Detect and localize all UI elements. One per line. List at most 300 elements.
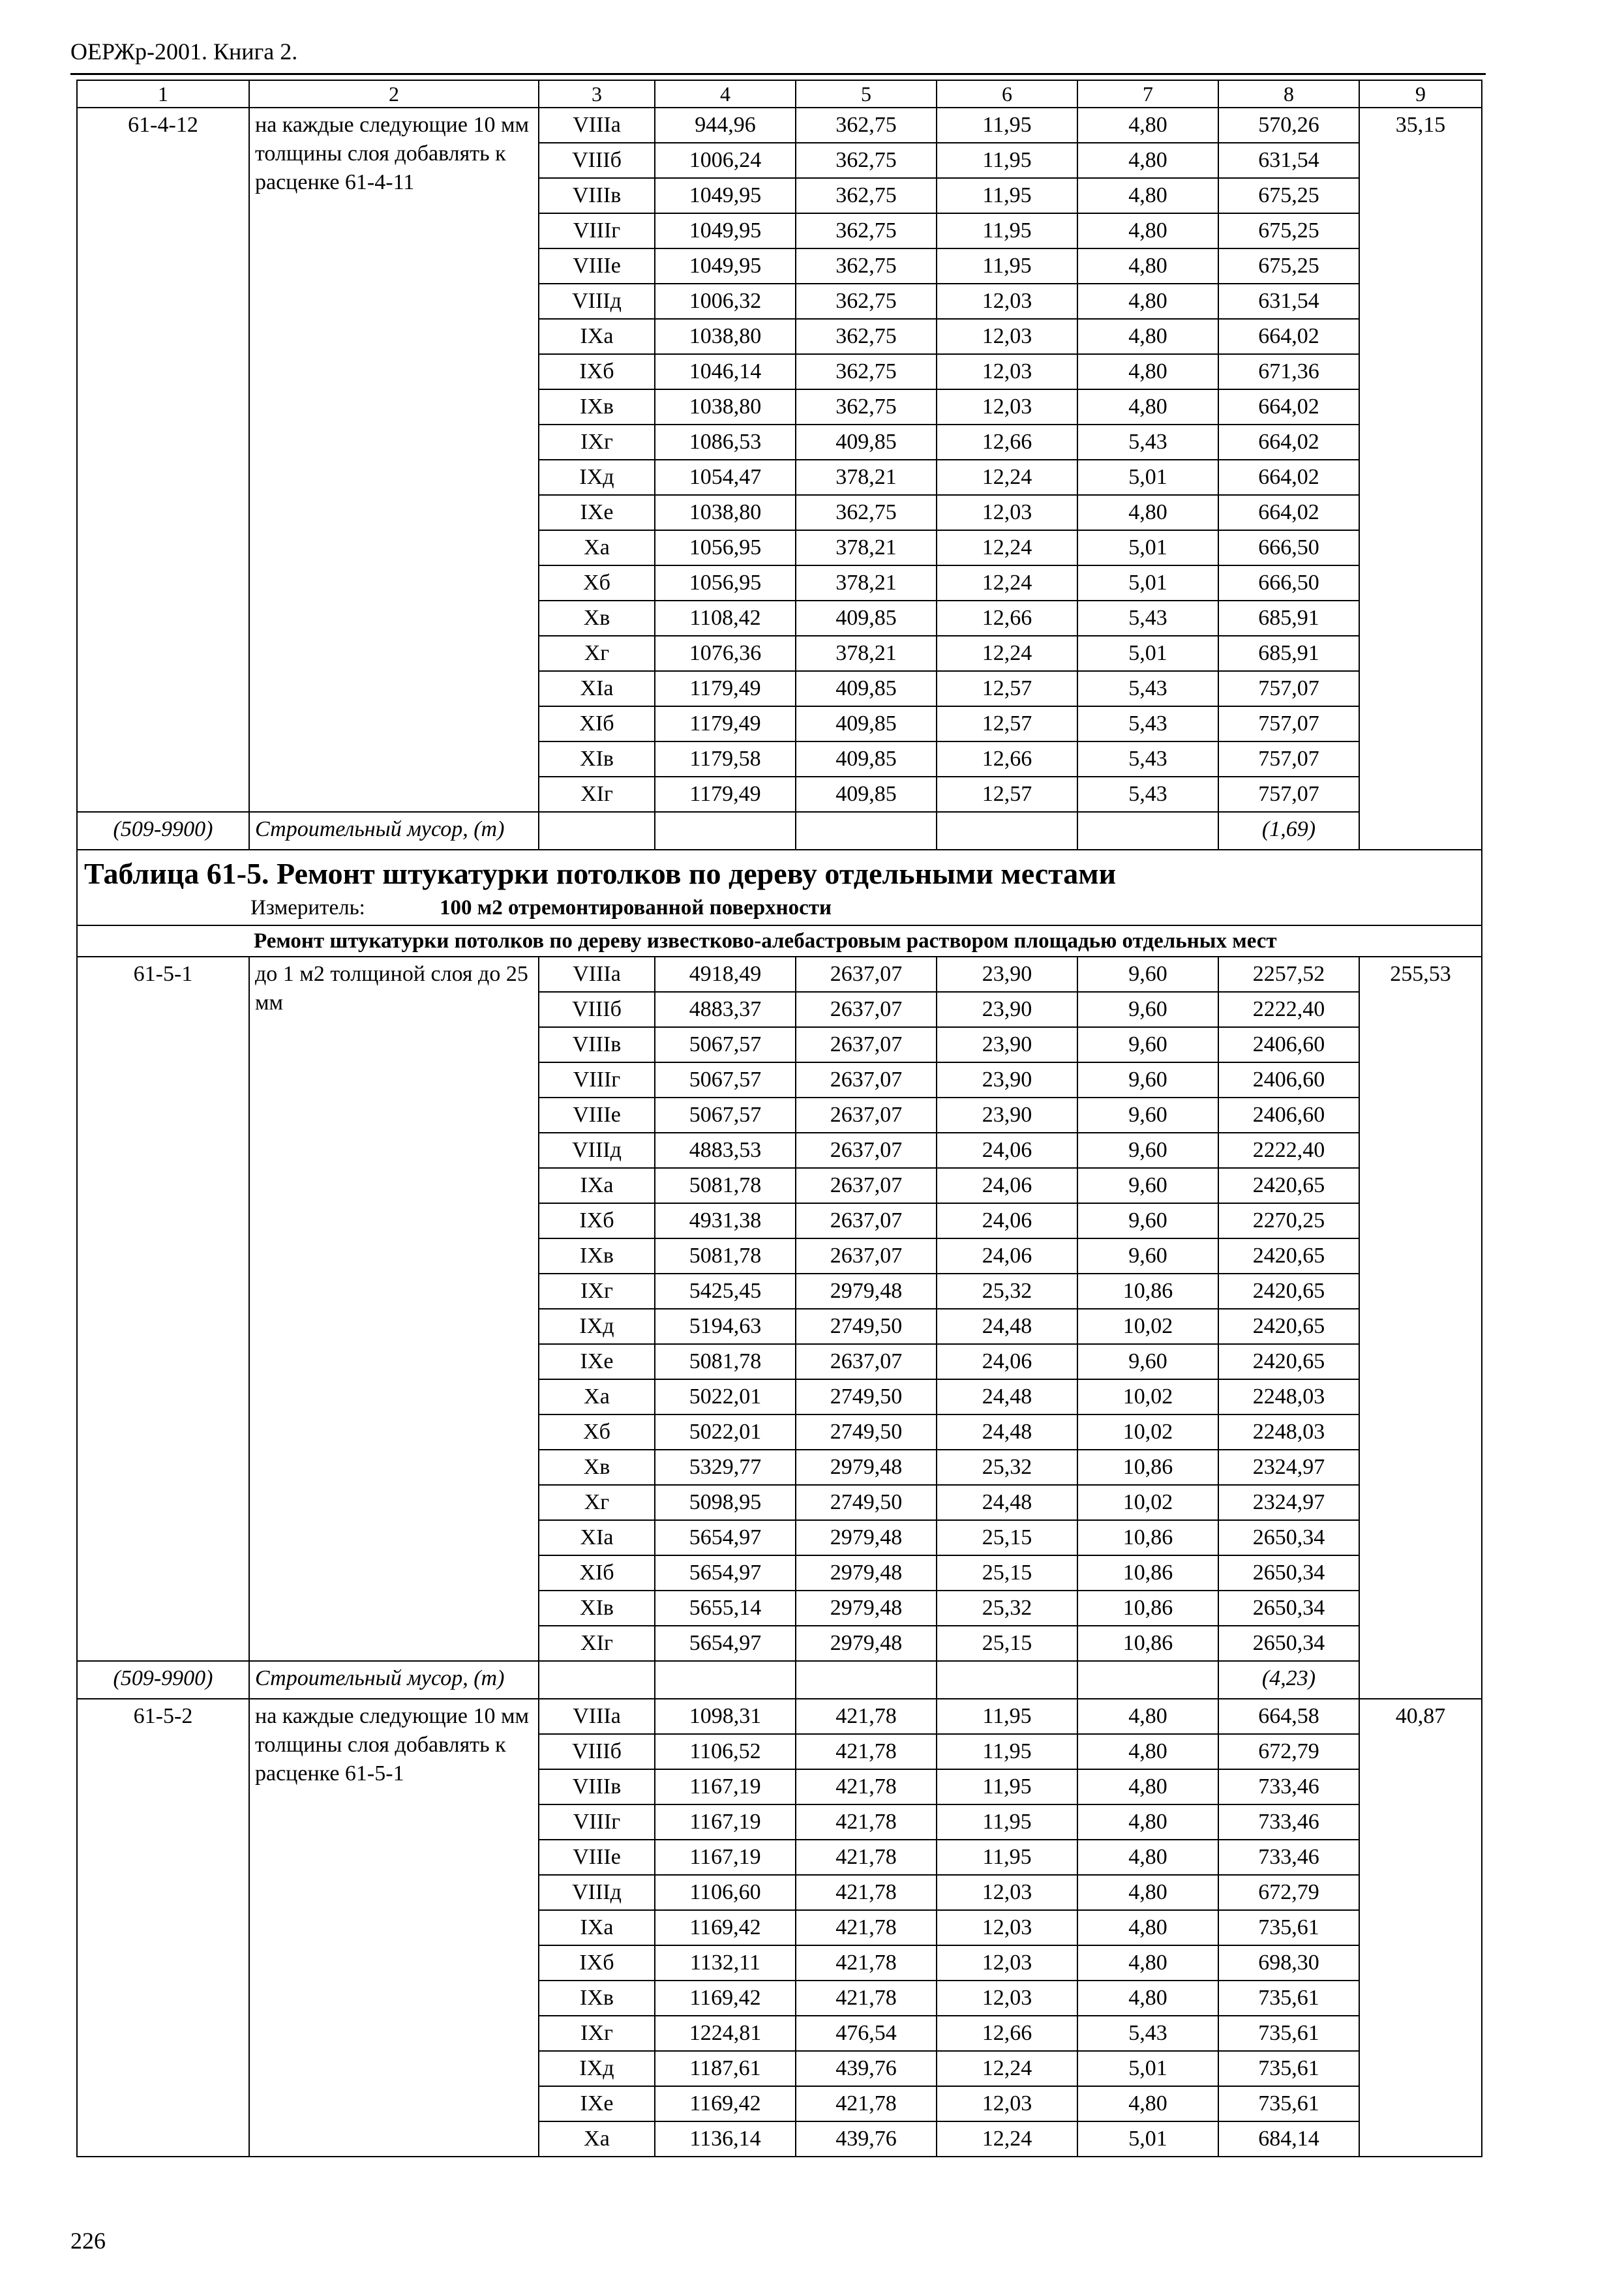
cost-value: 2420,65: [1218, 1344, 1359, 1379]
cost-value: 11,95: [937, 1699, 1077, 1734]
cost-value: 735,61: [1218, 1981, 1359, 2016]
cost-value: 2650,34: [1218, 1626, 1359, 1661]
zone-code: IXб: [539, 354, 655, 389]
cost-value: 24,06: [937, 1238, 1077, 1274]
zone-code: VIIIе: [539, 248, 655, 284]
cost-value: 757,07: [1218, 777, 1359, 812]
zone-code: VIIIв: [539, 1769, 655, 1804]
cost-value: 362,75: [796, 319, 937, 354]
cost-value: 4931,38: [655, 1203, 796, 1238]
cost-value: 24,06: [937, 1133, 1077, 1168]
cost-value: 11,95: [937, 108, 1077, 143]
cost-value: 4883,37: [655, 992, 796, 1027]
cost-value: 1179,49: [655, 706, 796, 741]
cost-value: 1106,52: [655, 1734, 796, 1769]
column-header: 7: [1077, 80, 1218, 108]
labor-cost: 255,53: [1359, 957, 1482, 1699]
cost-value: 362,75: [796, 248, 937, 284]
cost-value: 12,57: [937, 777, 1077, 812]
cost-value: 675,25: [1218, 213, 1359, 248]
cost-value: 421,78: [796, 1945, 937, 1981]
cost-value: 362,75: [796, 178, 937, 213]
zone-code: VIIIб: [539, 992, 655, 1027]
zone-code: IXг: [539, 2016, 655, 2051]
cost-value: 1049,95: [655, 178, 796, 213]
cost-value: 9,60: [1077, 1027, 1218, 1062]
zone-code: IXв: [539, 1981, 655, 2016]
cost-value: 25,32: [937, 1450, 1077, 1485]
cost-value: 12,03: [937, 284, 1077, 319]
cost-value: 733,46: [1218, 1769, 1359, 1804]
zone-code: XIб: [539, 1555, 655, 1591]
cost-value: 672,79: [1218, 1875, 1359, 1910]
cost-value: 570,26: [1218, 108, 1359, 143]
cost-value: 2637,07: [796, 992, 937, 1027]
cost-value: 2248,03: [1218, 1379, 1359, 1414]
zone-code: VIIIв: [539, 178, 655, 213]
column-header: 5: [796, 80, 937, 108]
cost-value: 2979,48: [796, 1450, 937, 1485]
cost-value: 675,25: [1218, 178, 1359, 213]
zone-code: Xа: [539, 1379, 655, 1414]
cost-value: 439,76: [796, 2051, 937, 2086]
cost-value: 12,03: [937, 1981, 1077, 2016]
cost-value: 10,02: [1077, 1414, 1218, 1450]
cost-value: 1006,24: [655, 143, 796, 178]
column-header: 3: [539, 80, 655, 108]
cost-value: 698,30: [1218, 1945, 1359, 1981]
cost-value: 1098,31: [655, 1699, 796, 1734]
cost-value: 10,02: [1077, 1309, 1218, 1344]
zone-code: IXб: [539, 1203, 655, 1238]
cost-value: 4918,49: [655, 957, 796, 992]
debris-label: Строительный мусор, (т): [249, 1661, 539, 1699]
cost-value: 23,90: [937, 1098, 1077, 1133]
debris-row: [77, 812, 1482, 850]
cost-value: 421,78: [796, 1910, 937, 1945]
cost-value: 12,24: [937, 530, 1077, 565]
cost-value: 2749,50: [796, 1309, 937, 1344]
cost-value: 362,75: [796, 389, 937, 425]
cost-value: 23,90: [937, 1027, 1077, 1062]
zone-code: IXд: [539, 460, 655, 495]
cost-value: 2420,65: [1218, 1274, 1359, 1309]
cost-value: 2406,60: [1218, 1062, 1359, 1098]
cost-value: 735,61: [1218, 2051, 1359, 2086]
cost-value: 1046,14: [655, 354, 796, 389]
cost-value: 378,21: [796, 636, 937, 671]
zone-code: XIа: [539, 671, 655, 706]
cost-value: 12,24: [937, 460, 1077, 495]
cost-value: 421,78: [796, 1699, 937, 1734]
debris-row: [77, 1661, 1482, 1699]
cost-value: 5,43: [1077, 601, 1218, 636]
debris-empty: [1077, 812, 1218, 850]
cost-value: 5022,01: [655, 1414, 796, 1450]
cost-value: 2222,40: [1218, 1133, 1359, 1168]
cost-value: 5098,95: [655, 1485, 796, 1520]
cost-value: 2749,50: [796, 1485, 937, 1520]
cost-value: 2979,48: [796, 1626, 937, 1661]
cost-value: 4,80: [1077, 178, 1218, 213]
cost-value: 24,48: [937, 1485, 1077, 1520]
cost-value: 4,80: [1077, 389, 1218, 425]
cost-value: 2406,60: [1218, 1098, 1359, 1133]
cost-value: 362,75: [796, 108, 937, 143]
cost-value: 12,24: [937, 565, 1077, 601]
cost-value: 735,61: [1218, 2016, 1359, 2051]
cost-value: 4,80: [1077, 284, 1218, 319]
cost-value: 11,95: [937, 178, 1077, 213]
section-subheading: Ремонт штукатурки потолков по дереву известково-алебастровым раствором площадью отдельных мест: [77, 925, 1482, 957]
zone-code: XIв: [539, 1591, 655, 1626]
zone-code: Xб: [539, 1414, 655, 1450]
cost-value: 2257,52: [1218, 957, 1359, 992]
zone-code: VIIIг: [539, 1062, 655, 1098]
cost-value: 2637,07: [796, 1133, 937, 1168]
debris-empty: [1077, 1661, 1218, 1699]
cost-value: 421,78: [796, 1804, 937, 1840]
cost-value: 5081,78: [655, 1238, 796, 1274]
cost-value: 944,96: [655, 108, 796, 143]
cost-value: 362,75: [796, 284, 937, 319]
cost-value: 11,95: [937, 1769, 1077, 1804]
cost-value: 409,85: [796, 425, 937, 460]
cost-value: 362,75: [796, 143, 937, 178]
rate-code: 61-5-1: [77, 957, 249, 1661]
zone-code: IXе: [539, 495, 655, 530]
zone-code: VIIIг: [539, 1804, 655, 1840]
cost-value: 12,03: [937, 354, 1077, 389]
cost-value: 2406,60: [1218, 1027, 1359, 1062]
cost-value: 12,03: [937, 389, 1077, 425]
cost-value: 5329,77: [655, 1450, 796, 1485]
cost-value: 24,48: [937, 1379, 1077, 1414]
cost-value: 666,50: [1218, 565, 1359, 601]
cost-value: 2637,07: [796, 1203, 937, 1238]
cost-value: 4,80: [1077, 108, 1218, 143]
cost-value: 421,78: [796, 1840, 937, 1875]
rate-description: на каждые следующие 10 мм толщины слоя добавлять к расценке 61-5-1: [249, 1699, 539, 2157]
cost-value: 733,46: [1218, 1804, 1359, 1840]
rates-table: [76, 80, 1482, 2157]
cost-value: 12,03: [937, 1910, 1077, 1945]
cost-value: 10,86: [1077, 1520, 1218, 1555]
cost-value: 9,60: [1077, 1344, 1218, 1379]
cost-value: 5,43: [1077, 741, 1218, 777]
cost-value: 2637,07: [796, 1098, 937, 1133]
cost-value: 5,43: [1077, 777, 1218, 812]
debris-code: (509-9900): [77, 812, 249, 850]
zone-code: IXв: [539, 389, 655, 425]
cost-value: 733,46: [1218, 1840, 1359, 1875]
cost-value: 1038,80: [655, 319, 796, 354]
debris-empty: [539, 1661, 655, 1699]
cost-value: 757,07: [1218, 671, 1359, 706]
cost-value: 2979,48: [796, 1520, 937, 1555]
cost-value: 2749,50: [796, 1414, 937, 1450]
cost-value: 25,32: [937, 1274, 1077, 1309]
cost-value: 2650,34: [1218, 1591, 1359, 1626]
cost-value: 5067,57: [655, 1027, 796, 1062]
cost-value: 664,02: [1218, 495, 1359, 530]
cost-value: 4883,53: [655, 1133, 796, 1168]
cost-value: 24,06: [937, 1344, 1077, 1379]
zone-code: IXа: [539, 319, 655, 354]
debris-empty: [796, 1661, 937, 1699]
cost-value: 664,02: [1218, 460, 1359, 495]
cost-value: 735,61: [1218, 1910, 1359, 1945]
cost-value: 4,80: [1077, 1804, 1218, 1840]
cost-value: 24,48: [937, 1414, 1077, 1450]
zone-code: VIIIв: [539, 1027, 655, 1062]
cost-value: 4,80: [1077, 354, 1218, 389]
labor-cost: 40,87: [1359, 1699, 1482, 2157]
cost-value: 5,43: [1077, 425, 1218, 460]
cost-value: 10,02: [1077, 1379, 1218, 1414]
cost-value: 476,54: [796, 2016, 937, 2051]
debris-empty: [937, 1661, 1077, 1699]
cost-value: 4,80: [1077, 143, 1218, 178]
cost-value: 5655,14: [655, 1591, 796, 1626]
cost-value: 24,06: [937, 1168, 1077, 1203]
cost-value: 12,66: [937, 741, 1077, 777]
zone-code: XIг: [539, 777, 655, 812]
cost-value: 1049,95: [655, 213, 796, 248]
cost-value: 4,80: [1077, 1769, 1218, 1804]
cost-value: 2637,07: [796, 1062, 937, 1098]
cost-value: 1006,32: [655, 284, 796, 319]
cost-value: 685,91: [1218, 636, 1359, 671]
zone-code: VIIIе: [539, 1098, 655, 1133]
column-header: 2: [249, 80, 539, 108]
cost-value: 25,15: [937, 1555, 1077, 1591]
zone-code: Xа: [539, 530, 655, 565]
cost-value: 421,78: [796, 1769, 937, 1804]
cost-value: 2637,07: [796, 1344, 937, 1379]
cost-value: 5654,97: [655, 1626, 796, 1661]
cost-value: 1179,58: [655, 741, 796, 777]
cost-value: 23,90: [937, 992, 1077, 1027]
zone-code: VIIIб: [539, 143, 655, 178]
cost-value: 1086,53: [655, 425, 796, 460]
cost-value: 2420,65: [1218, 1238, 1359, 1274]
cost-value: 9,60: [1077, 1203, 1218, 1238]
cost-value: 12,03: [937, 495, 1077, 530]
cost-value: 4,80: [1077, 319, 1218, 354]
cost-value: 757,07: [1218, 706, 1359, 741]
cost-value: 2248,03: [1218, 1414, 1359, 1450]
cost-value: 2637,07: [796, 1027, 937, 1062]
cost-value: 1167,19: [655, 1840, 796, 1875]
table-row: [77, 108, 1482, 143]
cost-value: 5067,57: [655, 1062, 796, 1098]
zone-code: Xв: [539, 601, 655, 636]
cost-value: 4,80: [1077, 1699, 1218, 1734]
cost-value: 378,21: [796, 565, 937, 601]
cost-value: 685,91: [1218, 601, 1359, 636]
cost-value: 12,03: [937, 1945, 1077, 1981]
cost-value: 4,80: [1077, 1875, 1218, 1910]
zone-code: VIIIд: [539, 1875, 655, 1910]
cost-value: 25,15: [937, 1520, 1077, 1555]
zone-code: Xв: [539, 1450, 655, 1485]
cost-value: 12,24: [937, 636, 1077, 671]
cost-value: 4,80: [1077, 495, 1218, 530]
debris-value: (1,69): [1218, 812, 1359, 850]
cost-value: 2637,07: [796, 1168, 937, 1203]
cost-value: 1049,95: [655, 248, 796, 284]
zone-code: XIа: [539, 1520, 655, 1555]
cost-value: 439,76: [796, 2121, 937, 2157]
table-row: [77, 1699, 1482, 1734]
cost-value: 2637,07: [796, 957, 937, 992]
zone-code: IXг: [539, 1274, 655, 1309]
cost-value: 12,24: [937, 2121, 1077, 2157]
cost-value: 2749,50: [796, 1379, 937, 1414]
subheading-row: [77, 925, 1482, 957]
cost-value: 1169,42: [655, 1981, 796, 2016]
cost-value: 5,43: [1077, 2016, 1218, 2051]
cost-value: 9,60: [1077, 992, 1218, 1027]
cost-value: 4,80: [1077, 1910, 1218, 1945]
cost-value: 5654,97: [655, 1520, 796, 1555]
cost-value: 23,90: [937, 957, 1077, 992]
cost-value: 2420,65: [1218, 1309, 1359, 1344]
cost-value: 5,43: [1077, 706, 1218, 741]
cost-value: 5,01: [1077, 530, 1218, 565]
cost-value: 5081,78: [655, 1168, 796, 1203]
cost-value: 25,15: [937, 1626, 1077, 1661]
cost-value: 1136,14: [655, 2121, 796, 2157]
zone-code: VIIIг: [539, 213, 655, 248]
cost-value: 11,95: [937, 1840, 1077, 1875]
cost-value: 664,02: [1218, 319, 1359, 354]
column-header: 4: [655, 80, 796, 108]
debris-label: Строительный мусор, (т): [249, 812, 539, 850]
cost-value: 5081,78: [655, 1344, 796, 1379]
zone-code: IXв: [539, 1238, 655, 1274]
cost-value: 11,95: [937, 248, 1077, 284]
zone-code: IXа: [539, 1910, 655, 1945]
cost-value: 409,85: [796, 671, 937, 706]
zone-code: XIв: [539, 741, 655, 777]
cost-value: 1108,42: [655, 601, 796, 636]
cost-value: 12,57: [937, 706, 1077, 741]
zone-code: VIIIа: [539, 1699, 655, 1734]
labor-cost: 35,15: [1359, 108, 1482, 850]
cost-value: 9,60: [1077, 1062, 1218, 1098]
cost-value: 362,75: [796, 354, 937, 389]
zone-code: VIIIб: [539, 1734, 655, 1769]
cost-value: 24,06: [937, 1203, 1077, 1238]
zone-code: IXд: [539, 2051, 655, 2086]
cost-value: 25,32: [937, 1591, 1077, 1626]
cost-value: 23,90: [937, 1062, 1077, 1098]
cost-value: 4,80: [1077, 248, 1218, 284]
cost-value: 10,86: [1077, 1555, 1218, 1591]
column-header: 8: [1218, 80, 1359, 108]
cost-value: 1038,80: [655, 389, 796, 425]
cost-value: 5,01: [1077, 460, 1218, 495]
cost-value: 10,86: [1077, 1591, 1218, 1626]
zone-code: XIг: [539, 1626, 655, 1661]
zone-code: XIб: [539, 706, 655, 741]
zone-code: Xг: [539, 1485, 655, 1520]
table-caption: [77, 850, 1482, 925]
cost-value: 664,02: [1218, 389, 1359, 425]
cost-value: 11,95: [937, 1804, 1077, 1840]
cost-value: 1179,49: [655, 777, 796, 812]
cost-value: 12,66: [937, 425, 1077, 460]
column-header: 1: [77, 80, 249, 108]
column-header: 9: [1359, 80, 1482, 108]
cost-value: 1167,19: [655, 1804, 796, 1840]
zone-code: VIIIд: [539, 284, 655, 319]
cost-value: 666,50: [1218, 530, 1359, 565]
cost-value: 2270,25: [1218, 1203, 1359, 1238]
cost-value: 10,86: [1077, 1450, 1218, 1485]
cost-value: 5,01: [1077, 636, 1218, 671]
cost-value: 2979,48: [796, 1555, 937, 1591]
measure-value: 100 м2 отремонтированной поверхности: [440, 896, 832, 920]
cost-value: 1076,36: [655, 636, 796, 671]
cost-value: 9,60: [1077, 1168, 1218, 1203]
cost-value: 362,75: [796, 495, 937, 530]
debris-empty: [655, 812, 796, 850]
cost-value: 2650,34: [1218, 1555, 1359, 1591]
cost-value: 1187,61: [655, 2051, 796, 2086]
cost-value: 10,02: [1077, 1485, 1218, 1520]
cost-value: 4,80: [1077, 213, 1218, 248]
cost-value: 4,80: [1077, 1840, 1218, 1875]
cost-value: 5,01: [1077, 2051, 1218, 2086]
cost-value: 2650,34: [1218, 1520, 1359, 1555]
debris-empty: [937, 812, 1077, 850]
cost-value: 24,48: [937, 1309, 1077, 1344]
cost-value: 409,85: [796, 741, 937, 777]
zone-code: IXе: [539, 2086, 655, 2121]
cost-value: 421,78: [796, 2086, 937, 2121]
debris-value: (4,23): [1218, 1661, 1359, 1699]
running-header: ОЕРЖр-2001. Книга 2.: [70, 38, 298, 65]
cost-value: 409,85: [796, 777, 937, 812]
cost-value: 664,58: [1218, 1699, 1359, 1734]
cost-value: 9,60: [1077, 1133, 1218, 1168]
zone-code: Xб: [539, 565, 655, 601]
rate-code: 61-4-12: [77, 108, 249, 812]
cost-value: 12,03: [937, 319, 1077, 354]
zone-code: IXа: [539, 1168, 655, 1203]
cost-value: 9,60: [1077, 1238, 1218, 1274]
debris-code: (509-9900): [77, 1661, 249, 1699]
cost-value: 421,78: [796, 1981, 937, 2016]
cost-value: 5022,01: [655, 1379, 796, 1414]
cost-value: 1106,60: [655, 1875, 796, 1910]
cost-value: 1179,49: [655, 671, 796, 706]
cost-value: 2324,97: [1218, 1485, 1359, 1520]
cost-value: 4,80: [1077, 1981, 1218, 2016]
zone-code: IXд: [539, 1309, 655, 1344]
cost-value: 9,60: [1077, 957, 1218, 992]
page-number: 226: [70, 2228, 106, 2254]
measure-line: [84, 893, 1475, 922]
zone-code: IXб: [539, 1945, 655, 1981]
cost-value: 12,03: [937, 2086, 1077, 2121]
zone-code: VIIIа: [539, 108, 655, 143]
table-row: [77, 957, 1482, 992]
header-rule: [70, 73, 1486, 75]
